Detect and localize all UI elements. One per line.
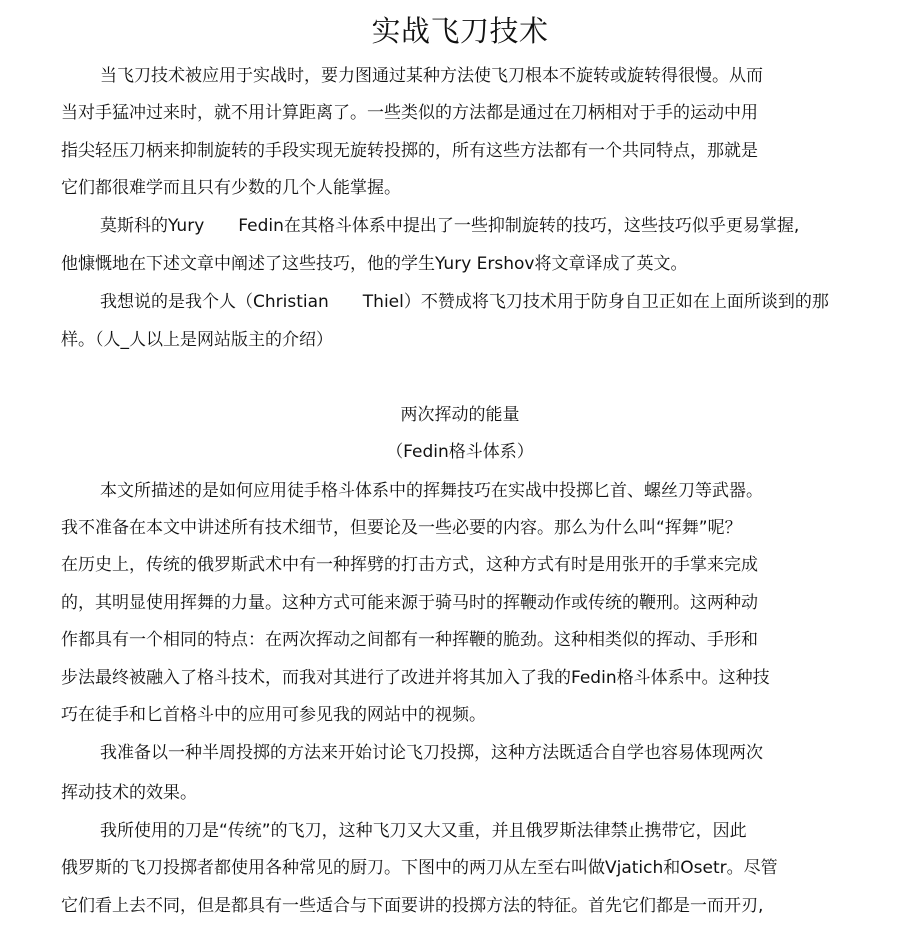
page-title: 实战飞刀技术	[371, 14, 549, 48]
intro-line-2: 当对手猛冲过来时，就不用计算距离了。一些类似的方法都是通过在刀柄相对于手的运动中用	[61, 103, 758, 123]
intro-line-5: 莫斯科的Yury Fedin在其格斗体系中提出了一些抑制旋转的技巧，这些技巧似乎更易掌握,	[100, 216, 800, 236]
section-subtitle: （Fedin格斗体系）	[386, 442, 534, 462]
body-line-3: 在历史上，传统的俄罗斯武术中有一种挥劈的打击方式，这种方式有时是用张开的手掌来完成	[61, 555, 758, 575]
body-line-9: 挥动技术的效果。	[61, 783, 197, 803]
intro-line-3: 指尖轻压刀柄来抑制旋转的手段实现无旋转投掷的，所有这些方法都有一个共同特点，那就是	[61, 141, 758, 161]
body-line-6: 步法最终被融入了格斗技术，而我对其进行了改进并将其加入了我的Fedin格斗体系中。这种技	[61, 668, 770, 688]
body-line-7: 巧在徒手和匕首格斗中的应用可参见我的网站中的视频。	[61, 705, 486, 725]
body-line-11: 俄罗斯的飞刀投掷者都使用各种常见的厨刀。下图中的两刀从左至右叫做Vjatich和Osetr。尽管	[61, 858, 778, 878]
intro-line-6: 他慷慨地在下述文章中阐述了这些技巧，他的学生Yury Ershov将文章译成了英文。	[61, 254, 688, 274]
body-line-5: 作都具有一个相同的特点：在两次挥动之间都有一种挥鞭的脆劲。这种相类似的挥动、手形和	[61, 630, 758, 650]
body-line-10: 我所使用的刀是“传统”的飞刀，这种飞刀又大又重，并且俄罗斯法律禁止携带它，因此	[100, 821, 747, 841]
intro-line-4: 它们都很难学而且只有少数的几个人能掌握。	[61, 178, 401, 198]
body-line-12: 它们看上去不同，但是都具有一些适合与下面要讲的投掷方法的特征。首先它们都是一而开刃,	[61, 896, 764, 916]
intro-line-1: 当飞刀技术被应用于实战时，要力图通过某种方法使飞刀根本不旋转或旋转得很慢。从而	[100, 66, 763, 86]
body-line-1: 本文所描述的是如何应用徒手格斗体系中的挥舞技巧在实战中投掷匕首、螺丝刀等武器。	[100, 481, 763, 501]
body-line-8: 我准备以一种半周投掷的方法来开始讨论飞刀投掷，这种方法既适合自学也容易体现两次	[100, 743, 763, 763]
section-title: 两次挥动的能量	[400, 405, 520, 425]
intro-line-7: 我想说的是我个人（Christian Thiel）不赞成将飞刀技术用于防身自卫正如在上面所谈到的那	[100, 292, 829, 312]
body-line-4: 的，其明显使用挥舞的力量。这种方式可能来源于骑马时的挥鞭动作或传统的鞭刑。这两种动	[61, 593, 758, 613]
intro-line-8: 样。（人_人以上是网站版主的介绍）	[61, 330, 333, 350]
body-line-2: 我不准备在本文中讲述所有技术细节，但要论及一些必要的内容。那么为什么叫“挥舞”呢？	[61, 518, 742, 538]
